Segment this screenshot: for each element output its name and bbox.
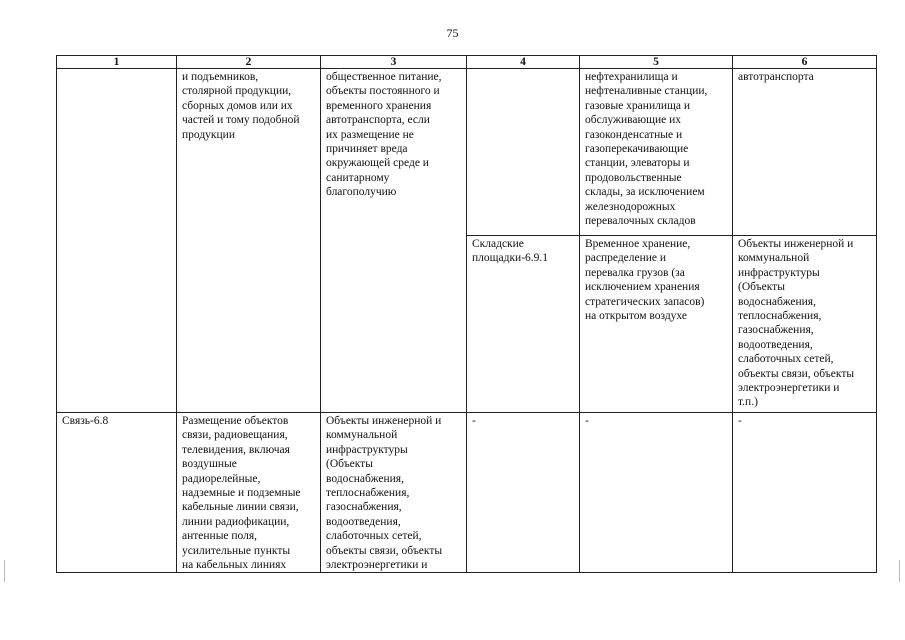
column-header-5: 5 [580,56,733,69]
cell-r3-c3: Объекты инженерной и коммунальной инфраструктуры (Объекты водоснабжения, теплоснабжения, газоснабжения, водоотведения, слаботочных сетей, объекты связи, объекты электроэнергетики и [321,413,467,573]
column-header-2: 2 [177,56,321,69]
header-row [57,56,877,69]
cell-r1-c4 [467,69,580,236]
cell-r1-c3: общественное питание, объекты постоянного и временного хранения автотранспорта, если их размещение не причиняет вреда окружающей среде и санитарному благополучию [321,69,467,413]
cell-r3-c4: - [467,413,580,573]
column-header-3: 3 [321,56,467,69]
column-header-1: 1 [57,56,177,69]
cell-r1-c6: автотранспорта [733,69,877,236]
column-header-6: 6 [733,56,877,69]
page-number: 75 [446,26,459,40]
column-header-4: 4 [467,56,580,69]
cell-r3-c1: Связь-6.8 [57,413,177,573]
cell-r2-c6: Объекты инженерной и коммунальной инфраструктуры (Объекты водоснабжения, теплоснабжения, газоснабжения, водоотведения, слаботочных сетей, объекты связи, объекты электроэнергетики и т.п.) [733,236,877,413]
table-row [57,413,877,573]
cell-r1-c1 [57,69,177,413]
cell-r3-c6: - [733,413,877,573]
cell-r3-c2: Размещение объектов связи, радиовещания, телевидения, включая воздушные радиорелейные, надземные и подземные кабельные линии связи, линии радиофикации, антенные поля, усилительные пункты на кабельных линиях [177,413,321,573]
cell-r1-c2: и подъемников, столярной продукции, сборных домов или их частей и тому подобной продукции [177,69,321,413]
table-row [57,69,877,236]
cell-r2-c5: Временное хранение, распределение и перевалка грузов (за исключением хранения стратегических запасов) на открытом воздухе [580,236,733,413]
cell-r3-c5: - [580,413,733,573]
cell-r1-c5: нефтехранилища и нефтеналивные станции, газовые хранилища и обслуживающие их газоконденсатные и газоперекачивающие станции, элеваторы и продовольственные склады, за исключением железнодорожных перевалочных складов [580,69,733,236]
cell-r2-c4: Складские площадки-6.9.1 [467,236,580,413]
left-scan-edge-mark [4,560,5,582]
right-scan-edge-mark [899,560,900,582]
zoning-table [56,55,877,573]
